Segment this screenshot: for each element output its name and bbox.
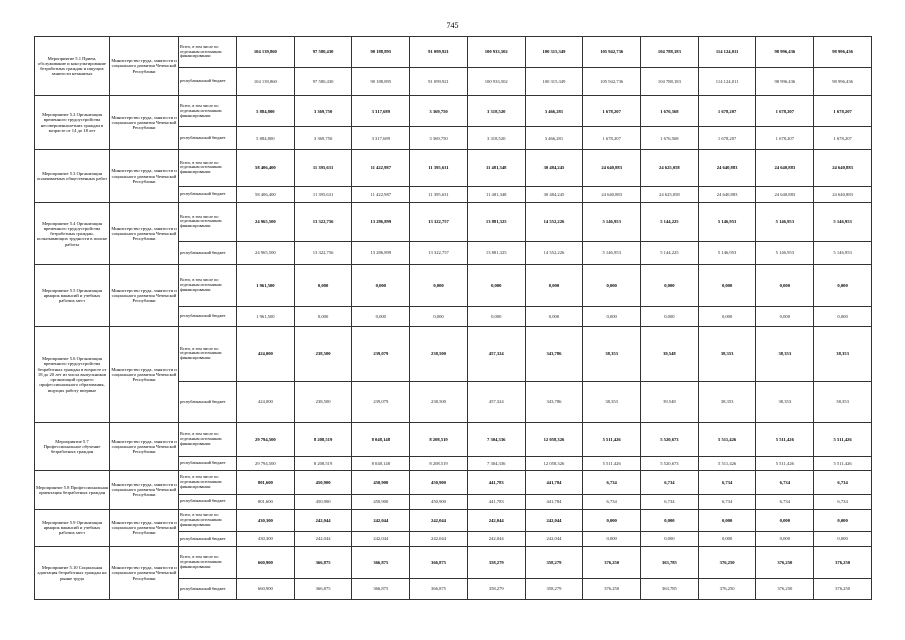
regional-amount-cell: 0,000 bbox=[641, 532, 699, 547]
regional-amount-cell: 358,279 bbox=[467, 579, 525, 600]
total-amount-cell: 104 788,183 bbox=[641, 37, 699, 68]
regional-amount-cell: 8 048,148 bbox=[352, 456, 410, 471]
regional-amount-cell: 29 794,500 bbox=[237, 456, 295, 471]
regional-amount-cell: 0,000 bbox=[583, 307, 641, 327]
total-amount-cell: 24 965,500 bbox=[237, 203, 295, 241]
total-amount-cell: 0,000 bbox=[814, 265, 872, 307]
regional-amount-cell: 97 580,430 bbox=[294, 68, 352, 96]
regional-amount-cell: 5 146,953 bbox=[756, 241, 814, 265]
total-amount-cell: 100 315,349 bbox=[525, 37, 583, 68]
total-amount-cell: 242,044 bbox=[294, 509, 352, 532]
regional-amount-cell: 3 317,689 bbox=[352, 127, 410, 150]
funding-source-regional-label: республиканский бюджет bbox=[179, 241, 237, 265]
regional-amount-cell: 430,300 bbox=[237, 532, 295, 547]
regional-amount-cell: 441,784 bbox=[525, 494, 583, 509]
regional-amount-cell: 0,000 bbox=[814, 532, 872, 547]
total-amount-cell: 366,875 bbox=[352, 546, 410, 578]
total-amount-cell: 5 146,953 bbox=[583, 203, 641, 241]
regional-amount-cell: 450,900 bbox=[410, 494, 468, 509]
total-amount-cell: 450,900 bbox=[352, 471, 410, 495]
regional-amount-cell: 0,000 bbox=[352, 307, 410, 327]
regional-amount-cell: 8 208,519 bbox=[294, 456, 352, 471]
regional-amount-cell: 11 395,631 bbox=[294, 186, 352, 203]
total-amount-cell: 450,900 bbox=[410, 471, 468, 495]
measure-executor: Министерство труда, занятости и социального развития Чеченской Республики bbox=[110, 546, 179, 599]
regional-amount-cell: 91 099,921 bbox=[410, 68, 468, 96]
regional-amount-cell: 242,044 bbox=[352, 532, 410, 547]
total-amount-cell: 24 625,058 bbox=[641, 150, 699, 186]
regional-amount-cell: 242,044 bbox=[467, 532, 525, 547]
funding-source-regional-label: республиканский бюджет bbox=[179, 186, 237, 203]
regional-amount-cell: 24 965,500 bbox=[237, 241, 295, 265]
regional-amount-cell: 0,000 bbox=[698, 532, 756, 547]
total-amount-cell: 0,000 bbox=[525, 265, 583, 307]
total-amount-cell: 104 139,860 bbox=[237, 37, 295, 68]
regional-amount-cell: 0,000 bbox=[641, 307, 699, 327]
funding-source-total-label: Всего, в том числе по отдельным источникам финансирования: bbox=[179, 423, 237, 456]
measure-executor: Министерство труда, занятости и социального развития Чеченской Республики bbox=[110, 326, 179, 423]
total-amount-cell: 1 678,207 bbox=[698, 96, 756, 127]
regional-amount-cell: 376,250 bbox=[756, 579, 814, 600]
total-amount-cell: 5 146,953 bbox=[814, 203, 872, 241]
total-amount-cell: 0,000 bbox=[583, 265, 641, 307]
total-amount-cell: 13 881,325 bbox=[467, 203, 525, 241]
measure-executor: Министерство труда, занятости и социального развития Чеченской Республики bbox=[110, 37, 179, 96]
regional-amount-cell: 441,783 bbox=[467, 494, 525, 509]
regional-amount-cell: 366,875 bbox=[410, 579, 468, 600]
regional-amount-cell: 6,734 bbox=[698, 494, 756, 509]
regional-amount-cell: 24 640,883 bbox=[583, 186, 641, 203]
regional-amount-cell: 0,000 bbox=[814, 307, 872, 327]
measure-total-row bbox=[35, 326, 872, 381]
total-amount-cell: 39,548 bbox=[641, 326, 699, 381]
total-amount-cell: 3 369,750 bbox=[294, 96, 352, 127]
total-amount-cell: 0,000 bbox=[814, 509, 872, 532]
regional-amount-cell: 3 369,750 bbox=[294, 127, 352, 150]
total-amount-cell: 13 322,757 bbox=[410, 203, 468, 241]
total-amount-cell: 13 322,756 bbox=[294, 203, 352, 241]
total-amount-cell: 29 794,500 bbox=[237, 423, 295, 456]
regional-amount-cell: 450,900 bbox=[352, 494, 410, 509]
regional-amount-cell: 5 146,953 bbox=[698, 241, 756, 265]
total-amount-cell: 98 996,436 bbox=[756, 37, 814, 68]
total-amount-cell: 91 099,921 bbox=[410, 37, 468, 68]
total-amount-cell: 343,786 bbox=[525, 326, 583, 381]
regional-amount-cell: 0,000 bbox=[756, 532, 814, 547]
funding-source-total-label: Всего, в том числе по отдельным источникам финансирования: bbox=[179, 37, 237, 68]
measure-executor: Министерство труда, занятости и социального развития Чеченской Республики bbox=[110, 203, 179, 265]
total-amount-cell: 0,000 bbox=[698, 509, 756, 532]
regional-amount-cell: 239,079 bbox=[352, 381, 410, 423]
total-amount-cell: 3 318,520 bbox=[467, 96, 525, 127]
regional-amount-cell: 343,786 bbox=[525, 381, 583, 423]
funding-source-total-label: Всего, в том числе по отдельным источникам финансирования: bbox=[179, 265, 237, 307]
regional-amount-cell: 3 466,281 bbox=[525, 127, 583, 150]
regional-amount-cell: 660,900 bbox=[237, 579, 295, 600]
regional-amount-cell: 238,500 bbox=[410, 381, 468, 423]
regional-amount-cell: 13 322,757 bbox=[410, 241, 468, 265]
regional-amount-cell: 242,044 bbox=[294, 532, 352, 547]
total-amount-cell: 100 933,502 bbox=[467, 37, 525, 68]
regional-amount-cell: 376,250 bbox=[814, 579, 872, 600]
measure-name: Мероприятие 5.8 Профессиональная ориентация безработных граждан bbox=[35, 471, 110, 509]
total-amount-cell: 24 640,883 bbox=[756, 150, 814, 186]
regional-amount-cell: 30 484,245 bbox=[525, 186, 583, 203]
total-amount-cell: 376,250 bbox=[698, 546, 756, 578]
total-amount-cell: 0,000 bbox=[756, 265, 814, 307]
measure-name: Мероприятие 5.3 Организация оплачиваемых общественных работ bbox=[35, 150, 110, 203]
regional-amount-cell: 14 552,226 bbox=[525, 241, 583, 265]
total-amount-cell: 5 511,426 bbox=[814, 423, 872, 456]
regional-amount-cell: 7 304,336 bbox=[467, 456, 525, 471]
regional-amount-cell: 1 678,207 bbox=[814, 127, 872, 150]
total-amount-cell: 114 124,011 bbox=[698, 37, 756, 68]
total-amount-cell: 5 511,426 bbox=[583, 423, 641, 456]
regional-amount-cell: 376,250 bbox=[583, 579, 641, 600]
total-amount-cell: 5 520,673 bbox=[641, 423, 699, 456]
regional-amount-cell: 100 933,502 bbox=[467, 68, 525, 96]
total-amount-cell: 8 208,519 bbox=[294, 423, 352, 456]
measure-total-row bbox=[35, 203, 872, 241]
regional-amount-cell: 100 315,349 bbox=[525, 68, 583, 96]
total-amount-cell: 457,324 bbox=[467, 326, 525, 381]
regional-amount-cell: 5 511,426 bbox=[698, 456, 756, 471]
total-amount-cell: 24 640,883 bbox=[583, 150, 641, 186]
regional-amount-cell: 5 511,426 bbox=[814, 456, 872, 471]
regional-amount-cell: 358,279 bbox=[525, 579, 583, 600]
regional-amount-cell: 38,353 bbox=[583, 381, 641, 423]
total-amount-cell: 13 286,899 bbox=[352, 203, 410, 241]
total-amount-cell: 11 395,631 bbox=[410, 150, 468, 186]
regional-amount-cell: 6,734 bbox=[814, 494, 872, 509]
funding-source-total-label: Всего, в том числе по отдельным источникам финансирования: bbox=[179, 326, 237, 381]
regional-amount-cell: 13 322,756 bbox=[294, 241, 352, 265]
funding-source-total-label: Всего, в том числе по отдельным источникам финансирования: bbox=[179, 150, 237, 186]
regional-amount-cell: 0,000 bbox=[698, 307, 756, 327]
regional-amount-cell: 1 678,207 bbox=[698, 127, 756, 150]
total-amount-cell: 366,875 bbox=[410, 546, 468, 578]
funding-source-total-label: Всего, в том числе по отдельным источникам финансирования: bbox=[179, 471, 237, 495]
regional-amount-cell: 1 678,207 bbox=[583, 127, 641, 150]
regional-amount-cell: 238,500 bbox=[294, 381, 352, 423]
total-amount-cell: 441,784 bbox=[525, 471, 583, 495]
measure-total-row bbox=[35, 150, 872, 186]
total-amount-cell: 30 484,245 bbox=[525, 150, 583, 186]
total-amount-cell: 239,079 bbox=[352, 326, 410, 381]
total-amount-cell: 242,044 bbox=[525, 509, 583, 532]
total-amount-cell: 11 395,631 bbox=[294, 150, 352, 186]
regional-amount-cell: 98 996,436 bbox=[814, 68, 872, 96]
funding-source-regional-label: республиканский бюджет bbox=[179, 381, 237, 423]
regional-amount-cell: 1 961,500 bbox=[237, 307, 295, 327]
total-amount-cell: 376,250 bbox=[756, 546, 814, 578]
measure-name: Мероприятие 5.5 Организация ярмарок вакансий и учебных рабочих мест bbox=[35, 265, 110, 326]
page-number: 745 bbox=[446, 21, 459, 30]
total-amount-cell: 0,000 bbox=[756, 509, 814, 532]
measure-total-row bbox=[35, 546, 872, 578]
regional-amount-cell: 104 139,860 bbox=[237, 68, 295, 96]
total-amount-cell: 11 422,987 bbox=[352, 150, 410, 186]
total-amount-cell: 376,250 bbox=[814, 546, 872, 578]
regional-amount-cell: 5 511,426 bbox=[583, 456, 641, 471]
measure-executor: Министерство труда, занятости и социального развития Чеченской Республики bbox=[110, 96, 179, 150]
regional-amount-cell: 366,875 bbox=[352, 579, 410, 600]
regional-amount-cell: 5 520,673 bbox=[641, 456, 699, 471]
regional-amount-cell: 24 640,883 bbox=[756, 186, 814, 203]
total-amount-cell: 0,000 bbox=[583, 509, 641, 532]
total-amount-cell: 358,279 bbox=[525, 546, 583, 578]
funding-source-total-label: Всего, в том числе по отдельным источникам финансирования: bbox=[179, 509, 237, 532]
regional-amount-cell: 38,353 bbox=[698, 381, 756, 423]
total-amount-cell: 0,000 bbox=[641, 509, 699, 532]
measure-total-row bbox=[35, 37, 872, 68]
total-amount-cell: 430,300 bbox=[237, 509, 295, 532]
funding-source-total-label: Всего, в том числе по отдельным источникам финансирования: bbox=[179, 546, 237, 578]
regional-amount-cell: 5 511,426 bbox=[756, 456, 814, 471]
total-amount-cell: 6,734 bbox=[756, 471, 814, 495]
measure-name: Мероприятие 5.10 Социальная адаптация безработных граждан на рынке труда bbox=[35, 546, 110, 599]
total-amount-cell: 376,250 bbox=[583, 546, 641, 578]
funding-source-total-label: Всего, в том числе по отдельным источникам финансирования: bbox=[179, 203, 237, 241]
funding-source-regional-label: республиканский бюджет bbox=[179, 68, 237, 96]
regional-amount-cell: 242,044 bbox=[410, 532, 468, 547]
total-amount-cell: 6,734 bbox=[698, 471, 756, 495]
total-amount-cell: 5 146,953 bbox=[756, 203, 814, 241]
total-amount-cell: 24 640,883 bbox=[814, 150, 872, 186]
total-amount-cell: 8 208,519 bbox=[410, 423, 468, 456]
measure-executor: Министерство труда, занятости и социального развития Чеченской Республики bbox=[110, 509, 179, 546]
total-amount-cell: 0,000 bbox=[467, 265, 525, 307]
regional-amount-cell: 13 286,899 bbox=[352, 241, 410, 265]
total-amount-cell: 3 369,750 bbox=[410, 96, 468, 127]
measure-name: Мероприятие 5.7 Профессиональное обучение безработных граждан bbox=[35, 423, 110, 471]
measure-total-row bbox=[35, 96, 872, 127]
budget-table bbox=[34, 36, 872, 600]
regional-amount-cell: 13 881,325 bbox=[467, 241, 525, 265]
regional-amount-cell: 0,000 bbox=[525, 307, 583, 327]
regional-amount-cell: 1 676,568 bbox=[641, 127, 699, 150]
regional-amount-cell: 3 318,520 bbox=[467, 127, 525, 150]
regional-amount-cell: 0,000 bbox=[410, 307, 468, 327]
total-amount-cell: 0,000 bbox=[352, 265, 410, 307]
total-amount-cell: 1 678,207 bbox=[756, 96, 814, 127]
regional-amount-cell: 11 481,348 bbox=[467, 186, 525, 203]
total-amount-cell: 11 481,348 bbox=[467, 150, 525, 186]
total-amount-cell: 450,900 bbox=[294, 471, 352, 495]
total-amount-cell: 0,000 bbox=[410, 265, 468, 307]
regional-amount-cell: 114 124,011 bbox=[698, 68, 756, 96]
regional-amount-cell: 6,734 bbox=[756, 494, 814, 509]
regional-amount-cell: 12 058,326 bbox=[525, 456, 583, 471]
total-amount-cell: 242,044 bbox=[467, 509, 525, 532]
regional-amount-cell: 363,785 bbox=[641, 579, 699, 600]
total-amount-cell: 424,000 bbox=[237, 326, 295, 381]
regional-amount-cell: 0,000 bbox=[467, 307, 525, 327]
regional-amount-cell: 38,353 bbox=[814, 381, 872, 423]
regional-amount-cell: 0,000 bbox=[756, 307, 814, 327]
regional-amount-cell: 1 678,207 bbox=[756, 127, 814, 150]
total-amount-cell: 5 511,426 bbox=[698, 423, 756, 456]
regional-amount-cell: 450,900 bbox=[294, 494, 352, 509]
regional-amount-cell: 24 640,883 bbox=[814, 186, 872, 203]
total-amount-cell: 5 146,953 bbox=[698, 203, 756, 241]
total-amount-cell: 3 466,281 bbox=[525, 96, 583, 127]
regional-amount-cell: 0,000 bbox=[583, 532, 641, 547]
total-amount-cell: 242,044 bbox=[352, 509, 410, 532]
measure-executor: Министерство труда, занятости и социального развития Чеченской Республики bbox=[110, 265, 179, 326]
regional-amount-cell: 0,000 bbox=[294, 307, 352, 327]
measure-name: Мероприятие 5.1 Прием, обслуживание и консультирование безработных граждан и ищущих занятости незанятых bbox=[35, 37, 110, 96]
total-amount-cell: 8 048,148 bbox=[352, 423, 410, 456]
regional-amount-cell: 38,353 bbox=[756, 381, 814, 423]
total-amount-cell: 14 552,226 bbox=[525, 203, 583, 241]
regional-amount-cell: 457,324 bbox=[467, 381, 525, 423]
funding-source-total-label: Всего, в том числе по отдельным источникам финансирования: bbox=[179, 96, 237, 127]
regional-amount-cell: 5 146,953 bbox=[814, 241, 872, 265]
regional-amount-cell: 105 942,736 bbox=[583, 68, 641, 96]
total-amount-cell: 0,000 bbox=[641, 265, 699, 307]
regional-amount-cell: 98 996,436 bbox=[756, 68, 814, 96]
total-amount-cell: 12 058,326 bbox=[525, 423, 583, 456]
regional-amount-cell: 24 625,058 bbox=[641, 186, 699, 203]
regional-amount-cell: 8 208,519 bbox=[410, 456, 468, 471]
total-amount-cell: 6,734 bbox=[583, 471, 641, 495]
regional-amount-cell: 801,600 bbox=[237, 494, 295, 509]
measure-total-row bbox=[35, 471, 872, 495]
measure-total-row bbox=[35, 423, 872, 456]
funding-source-regional-label: республиканский бюджет bbox=[179, 494, 237, 509]
total-amount-cell: 6,734 bbox=[814, 471, 872, 495]
total-amount-cell: 366,875 bbox=[294, 546, 352, 578]
total-amount-cell: 1 961,500 bbox=[237, 265, 295, 307]
measure-name: Мероприятие 5.6 Организация временного трудоустройства безработных граждан в возрасте от 18 до 20 лет из числа выпускников организаций среднего профессионального образования, ищущих работу впервые bbox=[35, 326, 110, 423]
measure-name: Мероприятие 5.9 Организация ярмарок вакансий и учебных рабочих мест bbox=[35, 509, 110, 546]
total-amount-cell: 7 304,336 bbox=[467, 423, 525, 456]
regional-amount-cell: 11 422,987 bbox=[352, 186, 410, 203]
regional-amount-cell: 39,548 bbox=[641, 381, 699, 423]
total-amount-cell: 24 640,883 bbox=[698, 150, 756, 186]
regional-amount-cell: 90 188,895 bbox=[352, 68, 410, 96]
measure-executor: Министерство труда, занятости и социального развития Чеченской Республики bbox=[110, 471, 179, 509]
regional-amount-cell: 6,734 bbox=[641, 494, 699, 509]
regional-amount-cell: 24 640,883 bbox=[698, 186, 756, 203]
regional-amount-cell: 58 406,400 bbox=[237, 186, 295, 203]
total-amount-cell: 358,279 bbox=[467, 546, 525, 578]
total-amount-cell: 5 144,225 bbox=[641, 203, 699, 241]
total-amount-cell: 38,353 bbox=[583, 326, 641, 381]
measure-executor: Министерство труда, занятости и социального развития Чеченской Республики bbox=[110, 423, 179, 471]
total-amount-cell: 58 406,400 bbox=[237, 150, 295, 186]
measure-executor: Министерство труда, занятости и социального развития Чеченской Республики bbox=[110, 150, 179, 203]
regional-amount-cell: 104 788,183 bbox=[641, 68, 699, 96]
total-amount-cell: 242,044 bbox=[410, 509, 468, 532]
regional-amount-cell: 424,000 bbox=[237, 381, 295, 423]
total-amount-cell: 38,353 bbox=[756, 326, 814, 381]
regional-amount-cell: 366,875 bbox=[294, 579, 352, 600]
total-amount-cell: 1 676,568 bbox=[641, 96, 699, 127]
total-amount-cell: 238,500 bbox=[410, 326, 468, 381]
regional-amount-cell: 5 146,953 bbox=[583, 241, 641, 265]
total-amount-cell: 441,783 bbox=[467, 471, 525, 495]
measure-name: Мероприятие 5.4 Организация временного трудоустройства безработных граждан, испытывающих трудности в поиске работы bbox=[35, 203, 110, 265]
funding-source-regional-label: республиканский бюджет bbox=[179, 307, 237, 327]
funding-source-regional-label: республиканский бюджет bbox=[179, 579, 237, 600]
regional-amount-cell: 11 395,631 bbox=[410, 186, 468, 203]
total-amount-cell: 98 996,436 bbox=[814, 37, 872, 68]
regional-amount-cell: 6,734 bbox=[583, 494, 641, 509]
total-amount-cell: 238,500 bbox=[294, 326, 352, 381]
total-amount-cell: 105 942,736 bbox=[583, 37, 641, 68]
measure-name: Мероприятие 5.2 Организация временного трудоустройства несовершеннолетних граждан в возрасте от 14 до 18 лет bbox=[35, 96, 110, 150]
total-amount-cell: 97 580,430 bbox=[294, 37, 352, 68]
regional-amount-cell: 5 144,225 bbox=[641, 241, 699, 265]
funding-source-regional-label: республиканский бюджет bbox=[179, 456, 237, 471]
budget-table-body bbox=[35, 37, 872, 600]
regional-amount-cell: 5 884,800 bbox=[237, 127, 295, 150]
total-amount-cell: 0,000 bbox=[698, 265, 756, 307]
total-amount-cell: 1 678,207 bbox=[583, 96, 641, 127]
total-amount-cell: 90 188,895 bbox=[352, 37, 410, 68]
total-amount-cell: 363,785 bbox=[641, 546, 699, 578]
total-amount-cell: 5 511,426 bbox=[756, 423, 814, 456]
measure-total-row bbox=[35, 265, 872, 307]
total-amount-cell: 38,353 bbox=[698, 326, 756, 381]
regional-amount-cell: 376,250 bbox=[698, 579, 756, 600]
funding-source-regional-label: республиканский бюджет bbox=[179, 127, 237, 150]
total-amount-cell: 3 317,689 bbox=[352, 96, 410, 127]
total-amount-cell: 0,000 bbox=[294, 265, 352, 307]
regional-amount-cell: 3 369,750 bbox=[410, 127, 468, 150]
total-amount-cell: 1 678,207 bbox=[814, 96, 872, 127]
regional-amount-cell: 242,044 bbox=[525, 532, 583, 547]
total-amount-cell: 6,734 bbox=[641, 471, 699, 495]
total-amount-cell: 660,900 bbox=[237, 546, 295, 578]
total-amount-cell: 5 884,800 bbox=[237, 96, 295, 127]
total-amount-cell: 38,353 bbox=[814, 326, 872, 381]
total-amount-cell: 801,600 bbox=[237, 471, 295, 495]
measure-total-row bbox=[35, 509, 872, 532]
funding-source-regional-label: республиканский бюджет bbox=[179, 532, 237, 547]
